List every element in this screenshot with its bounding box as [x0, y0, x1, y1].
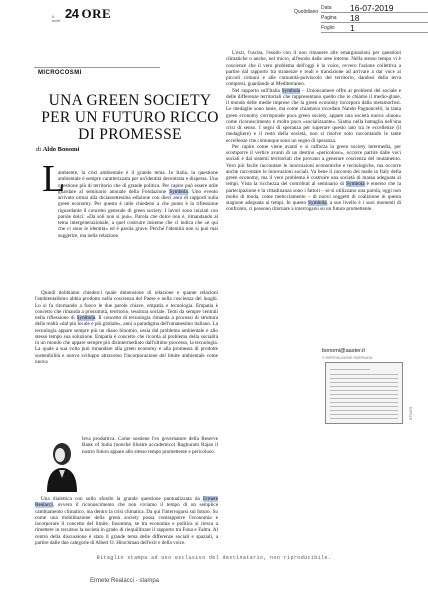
side-code: 075479 [408, 406, 413, 420]
para2-text: Quindi dobbiamo chiederci quale dimensione di relazione e quante relazioni l'ambientalismo abbia prodotto nella coscienza del Paese e nella coscienza dei luoghi. Lo si fa ritornando a fuoco le due parole chiave, empatia e tecnologia. Empatia è concetto che rimanda a prossimità, territorio, tessitura sociale. Temi da sempre centrali nella riflessione di [35, 290, 218, 321]
col-b-text-3: Per capire come viene avanti e si rafforza la green society intermedia, per scomporre il vertice avanti di un destino «pericoloso», occorre partire dalle voci sociali e dai sistemi territoriali che provano a generare coscienza del mutamento. Vero più facile raccontare le innovazioni economiche e tecnologiche, ma occorre anche raccontare le innovazioni sociali. Va bene il racconto del made in Italy della green economy, ma il vero problema è costruire una società di massa adeguata ai tempi. Vista la ricchezza dei contributi al seminario di [226, 143, 401, 188]
highlight-realacci: Ermete Realacci [35, 496, 219, 509]
clipping-credit: Ermete Realacci - stampa [90, 578, 160, 584]
sheet-label: Foglio [321, 25, 335, 31]
page-value: 18 [350, 13, 360, 23]
col-b-text-1: L'exit, l'uscita, l'esodo con il non rimanere alle emarginazioni per questioni climatiche o anche, nel micro, all'esodo dalle aree interne. Nella stesso tempo vi è coscienze che il vero problema dell'oggi è la voice, ovvero l'azione collettiva a partire dal rapporto tra stranezze e reali e transizione ad arrivare a dar voce ai piccoli comuni e alle comunità-pulviscolo del territorio, dandosi della terra compresi, guardando al Mediterraneo. [226, 50, 401, 88]
logo-number: 24 [65, 6, 79, 21]
reproduction-notice: © RIPRODUZIONE RISERVATA [322, 356, 373, 360]
para3-text: leva produttiva. Come sostiene l'ex governatore della Reserve Bank of India (nonché illustre accademico) Raghuram Rajan il nostro futuro appare allo stesso tempo promettente e pericoloso. [82, 436, 218, 455]
lead-paragraph [58, 170, 218, 239]
col-b-text-3-end: , a suo livello è i suoi momenti di confronto, ci possono ritornare a interrogarsi su un futuro promettente. [226, 200, 401, 213]
label-quotidiano: Quotidiano [294, 9, 319, 15]
date-label: Data [321, 5, 332, 11]
right-column [226, 50, 401, 213]
lead-text: ambiente, la crisi ambientale è il grande tema. In Italia, la questione ambientale è sempre caratterizzata per un'identità decentrata e dispersa. Una questione più di territorio che di grande politica. Per capire può essere utile guardare al seminario annuale della Fondazione [58, 170, 218, 195]
kicker-rule [34, 67, 160, 68]
para4-text-cont: , ovvero il riconoscimento che non viviamo il tempo di un semplice cambiamento climatico, ma dentro la crisi climatica. Da qui l'interrogarsi sul futuro. Su come una mobilitazione della green society possa contrapporre l'economia e incorporare il concetto del limite. Insomma, se tra economia e politica si riesca a rimettere in recursus la società in grado di riequilibrare il rapporto tra Funa e Faltra. Al centro della discussione è stato il grande tema delle differenze sociali e spaziali, a partire dalle due categorie di Albert O. Hirschman dell'exit e della voice. [35, 502, 218, 546]
date-value: 16-07-2019 [350, 3, 394, 13]
highlight-symbola: Symbola [308, 200, 327, 206]
author-email: bonomi@aaster.it [322, 348, 365, 354]
clipping-notice: Ritaglio stampa ad uso esclusivo del destinatario, non riproducibile. [96, 555, 332, 561]
page-thumbnail-image [325, 362, 403, 424]
page-row [321, 14, 428, 23]
col-b-text-2: – Unioncamere offre ai problemi del sociale e delle differenze territoriali che rappresentano quello che io chiamo il medio-glane, il mondo delle medie imprese che la green economy incorpora dalla metamorfosi. Le medaglie sono tante, ma come chiamava ricordato Nando Pagnoncelli, la tanta green economy corrisponde poca green society, appare una società nuova «buon» come riconoscimento e molto poco «socializzante». Siamo nella battaglia nell'una crisi di senso. I segni di speranza per superare questo iato tra le eccellenze (il medagliere) e il resto della società, non si risolve solo raccontando le tante eccellenze che comunque sono un segno di speranza. [226, 87, 402, 144]
page-label: Pagina [321, 15, 337, 21]
clipping-header [0, 0, 428, 50]
para2-text-cont: . Il concetto di tecnologia rimanda a processi di struttura della realtà «dal più locale e più globale», anni a paradigma dell'umanesimo italiano. La tecnologia appare sempre più un diano binomio, ossia dal problema ambientale e allo stesso tempo sua soluzione. Empatia è concetto che ricorda al problema della socialità in un mondo che appare sempre più disintermediato dall'ultimo processo, la tecnologia. La quale a sua volta può rimandare alla green economy e alla promessa di prodotte sostenibilità e nuovo sviluppo attraverso l'incorporazione del limite ambientale come nuova [35, 315, 219, 365]
highlight-symbola: Symbola [281, 87, 301, 94]
dropcap-letter: L [42, 158, 66, 200]
byline-author: Aldo Bonomi [42, 146, 80, 153]
paragraph-2 [35, 290, 218, 365]
sheet-row [321, 24, 428, 33]
date-row [321, 4, 428, 13]
lead-text-cont: . Uno evento arrivato ormai alla diciassettesima edizione con dieci anni di rapporti sulla green economy. Per questo è utile chiedersi a che punto è la riflessione riguardante il concetto generale di green society. I lavori sono iniziati con parole dolci: «Da soli non si può». Parola che dolce non è, rimandando al tema intergenerazionale, a quel costruire insieme che ci indica che «è qui che ci sono le identità» ed è parola grave. Perché l'identità non si può mai suggerire, ma nella relazione. [58, 188, 219, 239]
author-portrait-image [44, 438, 80, 492]
highlight-symbola: Symbola [346, 181, 365, 188]
logo-word: ORE [81, 6, 112, 21]
byline-prefix: di [36, 146, 42, 153]
para4-text: Una dialettica con sullo sfondo la grande questione puntualizzata da [41, 496, 200, 502]
newspaper-logo [52, 6, 111, 23]
article-headline: UNA GREEN SOCIETY PER UN FUTURO RICCO DI PROMESSE [41, 92, 219, 143]
col-b-text-3-cont: è emerso che la partecipazione e la cittadinanza sono i fattori – se si utilizzano una parola, oggi non molto di moda, come meticciamento – di nuovi soggetti di coalizione in questa stagione adeguata ai tempi. In questo [226, 181, 402, 206]
article-byline [36, 146, 79, 153]
sheet-value: 1 [350, 23, 355, 33]
highlight-symbola: Symbola [76, 315, 96, 321]
highlight-symbola: Symbola [169, 188, 188, 195]
paragraph-4 [35, 496, 218, 546]
column-kicker: MICROCOSMI [38, 70, 82, 76]
col-b-text-2-pre: Nel rapporto sull'Italia [232, 87, 280, 94]
logo-small-text: il sole [52, 14, 61, 23]
paragraph-3 [82, 436, 218, 455]
